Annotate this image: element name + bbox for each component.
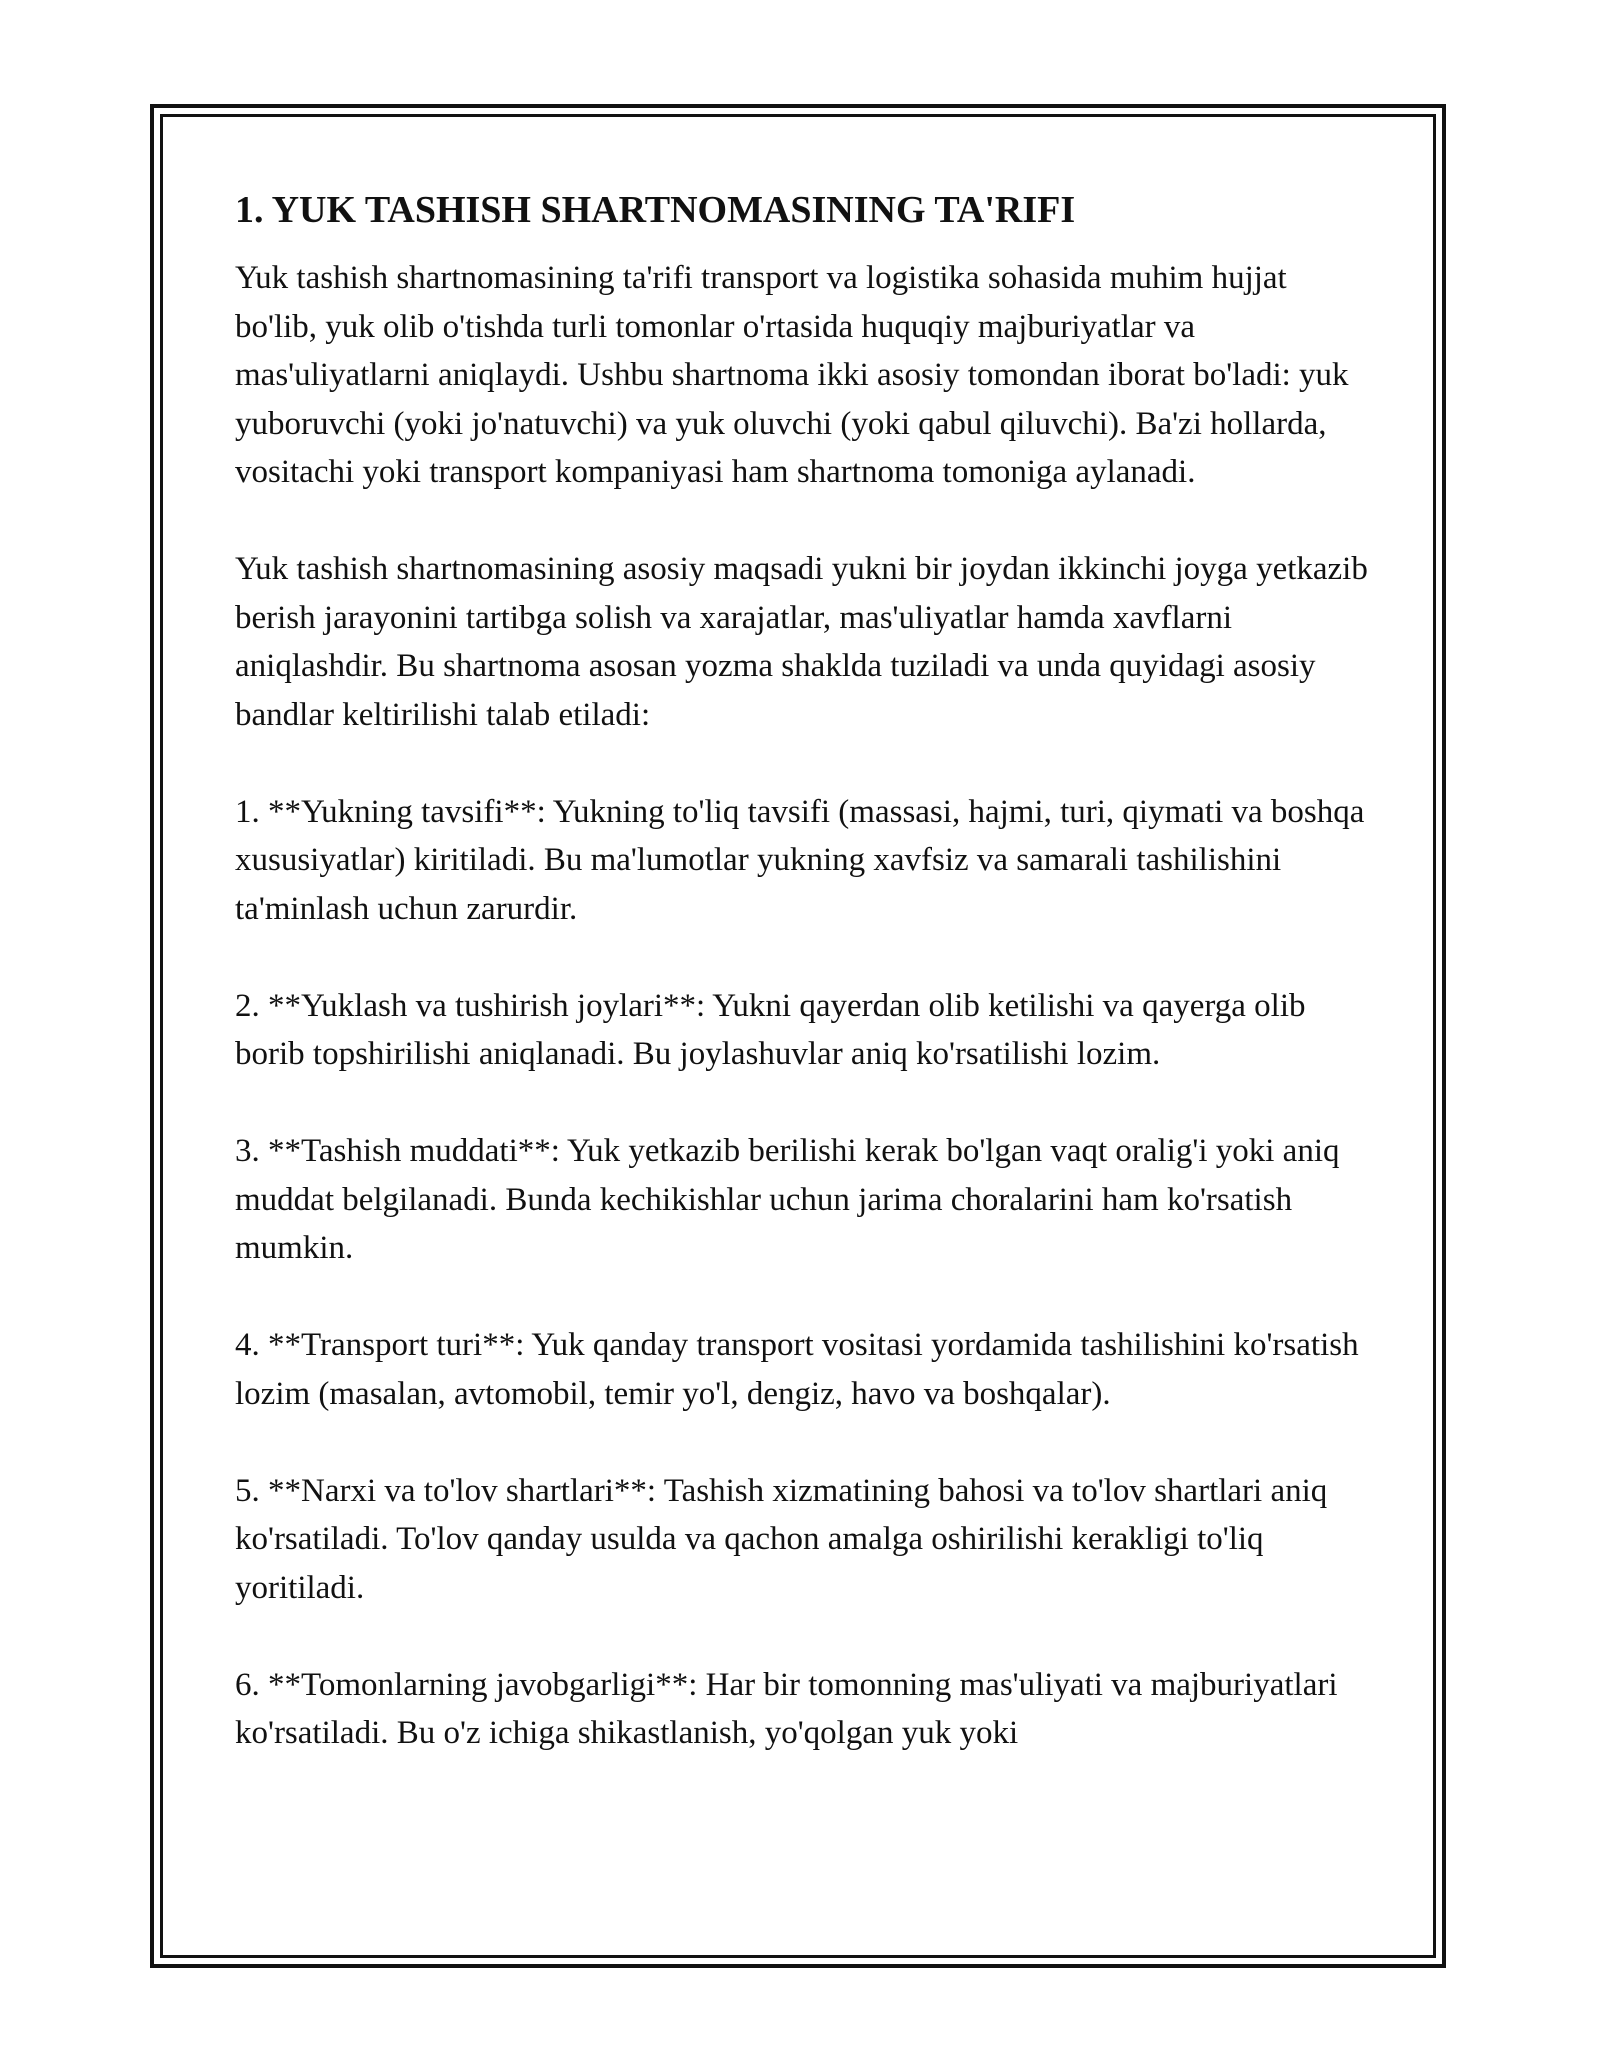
list-item-transport-period: 3. **Tashish muddati**: Yuk yetkazib berilishi kerak bo'lgan vaqt oralig'i yoki aniq muddat belgilanadi. Bunda kechikishlar uchun jarima choralarini ham ko'rsatish mumkin. bbox=[235, 1133, 1340, 1266]
list-item-loading-places: 2. **Yuklash va tushirish joylari**: Yukni qayerdan olib ketilishi va qayerga olib borib topshirilishi aniqlanadi. Bu joylashuvlar aniq ko'rsatilishi lozim. bbox=[235, 987, 1306, 1072]
list-item-party-liability: 6. **Tomonlarning javobgarligi**: Har bir tomonning mas'uliyati va majburiyatlari ko'rsatiladi. Bu o'z ichiga shikastlanish, yo'qolgan yuk yoki bbox=[235, 1666, 1338, 1751]
document-body bbox=[235, 186, 1375, 1806]
paragraph-purpose: Yuk tashish shartnomasining asosiy maqsadi yukni bir joydan ikkinchi joyga yetkazib berish jarayonini tartibga solish va xarajatlar, mas'uliyatlar hamda xavflarni aniqlashdir. Bu shartnoma asosan yozma shaklda tuziladi va unda quyidagi asosiy bandlar keltirilishi talab etiladi: bbox=[235, 551, 1368, 733]
list-item-transport-type: 4. **Transport turi**: Yuk qanday transport vositasi yordamida tashilishini ko'rsatish lozim (masalan, avtomobil, temir yo'l, dengiz, havo va boshqalar). bbox=[235, 1327, 1359, 1412]
list-item-price-terms: 5. **Narxi va to'lov shartlari**: Tashish xizmatining bahosi va to'lov shartlari aniq ko'rsatiladi. To'lov qanday usulda va qachon amalga oshirilishi kerakligi to'liq yoritiladi. bbox=[235, 1472, 1328, 1606]
paragraph-definition: Yuk tashish shartnomasining ta'rifi transport va logistika sohasida muhim hujjat bo'lib, yuk olib o'tishda turli tomonlar o'rtasida huquqiy majburiyatlar va mas'uliyatlarni aniqlaydi. Ushbu shartnoma ikki asosiy tomondan iborat bo'ladi: yuk yuboruvchi (yoki jo'natuvchi) va yuk oluvchi (yoki qabul qiluvchi). Ba'zi hollarda, vositachi yoki transport kompaniyasi ham shartnoma tomoniga aylanadi. bbox=[235, 260, 1349, 490]
section-heading: 1. YUK TASHISH SHARTNOMASINING TA'RIFI bbox=[235, 189, 1076, 231]
list-item-cargo-description: 1. **Yukning tavsifi**: Yukning to'liq tavsifi (massasi, hajmi, turi, qiymati va boshqa xususiyatlar) kiritiladi. Bu ma'lumotlar yukning xavfsiz va samarali tashilishini ta'minlash uchun zarurdir. bbox=[235, 793, 1365, 927]
